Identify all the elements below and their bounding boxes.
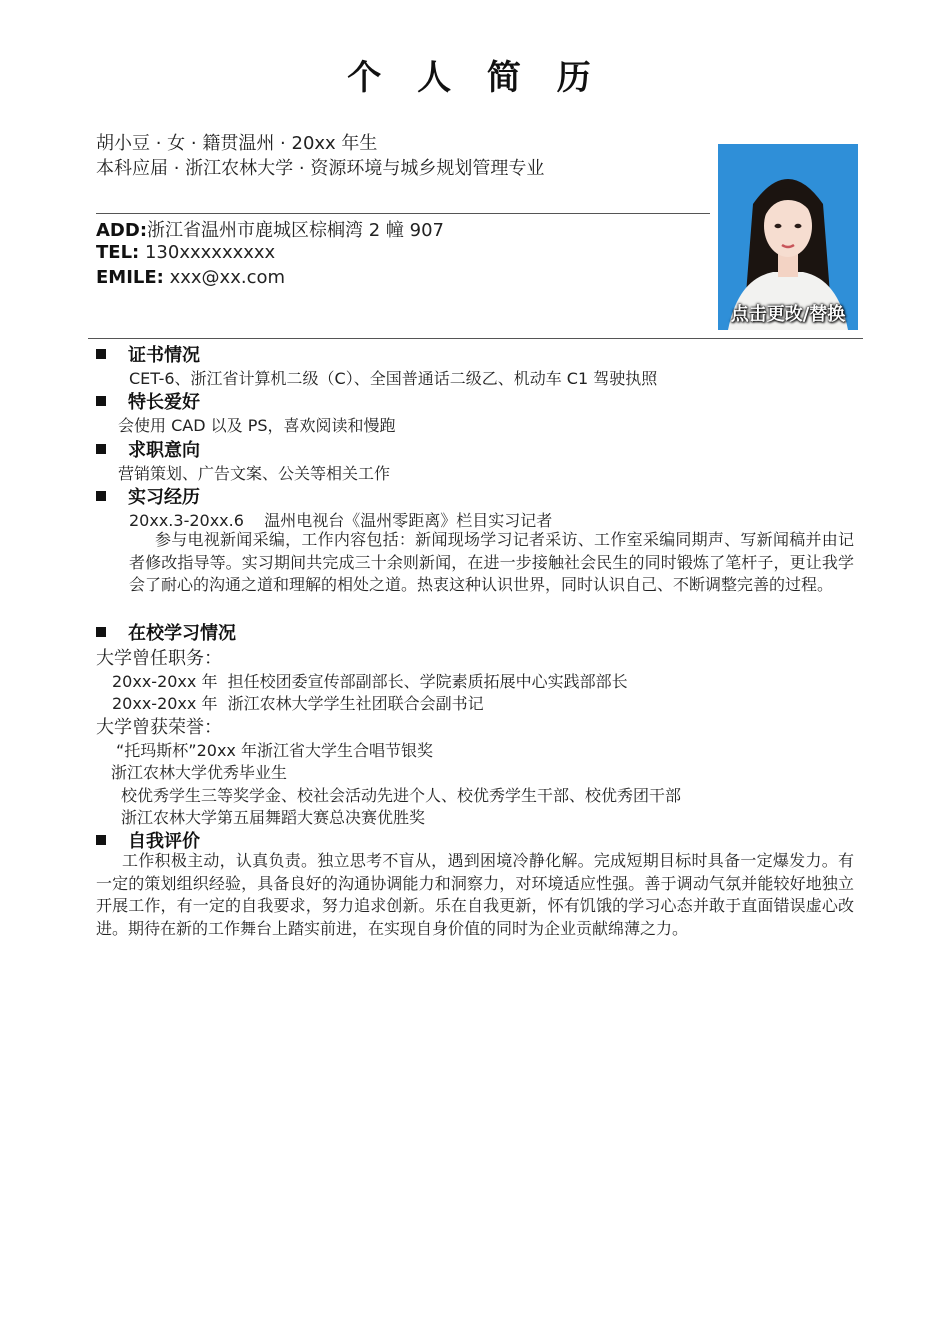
- intern-description: 参与电视新闻采编，工作内容包括：新闻现场学习记者采访、工作室采编同期声、写新闻稿并由记者修改指导等。实习期间共完成三十余则新闻，在进一步接触社会民生的同时锻炼了笔杆子，更让我学会了耐心的沟通之道和理解的相处之道。热衷这种认识世界，同时认识自己、不断调整完善的过程。: [129, 530, 854, 594]
- profile-photo[interactable]: [718, 144, 858, 330]
- posts-label: 大学曾任职务：: [96, 648, 222, 669]
- address-value: 浙江省温州市鹿城区棕榈湾 2 幢 907: [147, 220, 444, 241]
- square-bullet-icon: [96, 444, 106, 454]
- self-evaluation-text: 工作积极主动，认真负责。独立思考不盲从，遇到困境冷静化解。完成短期目标时具备一定爆发力。有一定的策划组织经验，具备良好的沟通协调能力和洞察力，对环境适应性强。善于调动气氛并能较好地独立开展工作，有一定的自我要求，努力追求创新。乐在自我更新，怀有饥饿的学习心态并敢于直面错误虚心改进。期待在新的工作舞台上踏实前进，在实现自身价值的同时为企业贡献绵薄之力。: [96, 851, 854, 938]
- square-bullet-icon: [96, 396, 106, 406]
- section-heading-intern: 实习经历: [96, 483, 200, 509]
- phone-value: 130xxxxxxxxx: [139, 242, 276, 263]
- photo-replace-caption[interactable]: 点击更改/替换: [730, 304, 846, 325]
- section-heading-cert: 证书情况: [96, 341, 200, 367]
- square-bullet-icon: [96, 835, 106, 845]
- education-info-line: 本科应届 · 浙江农林大学 · 资源环境与城乡规划管理专业: [96, 158, 545, 179]
- email-line: [96, 267, 285, 288]
- phone-label: TEL:: [96, 242, 140, 263]
- honor-item: “托玛斯杯”20xx 年浙江省大学生合唱节银奖: [116, 741, 433, 760]
- section-heading-hobby: 特长爱好: [96, 388, 200, 414]
- phone-line: [96, 242, 275, 263]
- intern-period: 20xx.3-20xx.6 温州电视台《温州零距离》栏目实习记者: [129, 511, 553, 530]
- square-bullet-icon: [96, 349, 106, 359]
- intent-text: 营销策划、广告文案、公关等相关工作: [118, 464, 391, 483]
- square-bullet-icon: [96, 491, 106, 501]
- cert-text: CET-6、浙江省计算机二级（C）、全国普通话二级乙、机动车 C1 驾驶执照: [129, 369, 658, 388]
- honor-item: 校优秀学生三等奖学金、校社会活动先进个人、校优秀学生干部、校优秀团干部: [121, 786, 682, 805]
- personal-info-line: 胡小豆 · 女 · 籍贯温州 · 20xx 年生: [96, 133, 378, 154]
- address-line: [96, 216, 444, 242]
- section-heading-self: 自我评价: [96, 827, 200, 853]
- square-bullet-icon: [96, 627, 106, 637]
- section-divider: [88, 338, 863, 339]
- hobby-text: 会使用 CAD 以及 PS，喜欢阅读和慢跑: [118, 416, 396, 435]
- section-heading-school: 在校学习情况: [96, 619, 236, 645]
- section-heading-intent: 求职意向: [96, 436, 200, 462]
- email-label: EMILE:: [96, 267, 164, 288]
- post-item: 20xx-20xx 年 担任校团委宣传部副部长、学院素质拓展中心实践部部长: [112, 672, 628, 691]
- header-divider: [96, 213, 710, 214]
- honors-label: 大学曾获荣誉：: [96, 717, 222, 738]
- honor-item: 浙江农林大学第五届舞蹈大赛总决赛优胜奖: [121, 808, 426, 827]
- email-value: xxx@xx.com: [163, 267, 286, 288]
- page-title: 个 人 简 历: [347, 58, 603, 98]
- address-label: ADD:: [96, 220, 148, 241]
- honor-item: 浙江农林大学优秀毕业生: [111, 763, 288, 782]
- post-item: 20xx-20xx 年 浙江农林大学学生社团联合会副书记: [112, 694, 484, 713]
